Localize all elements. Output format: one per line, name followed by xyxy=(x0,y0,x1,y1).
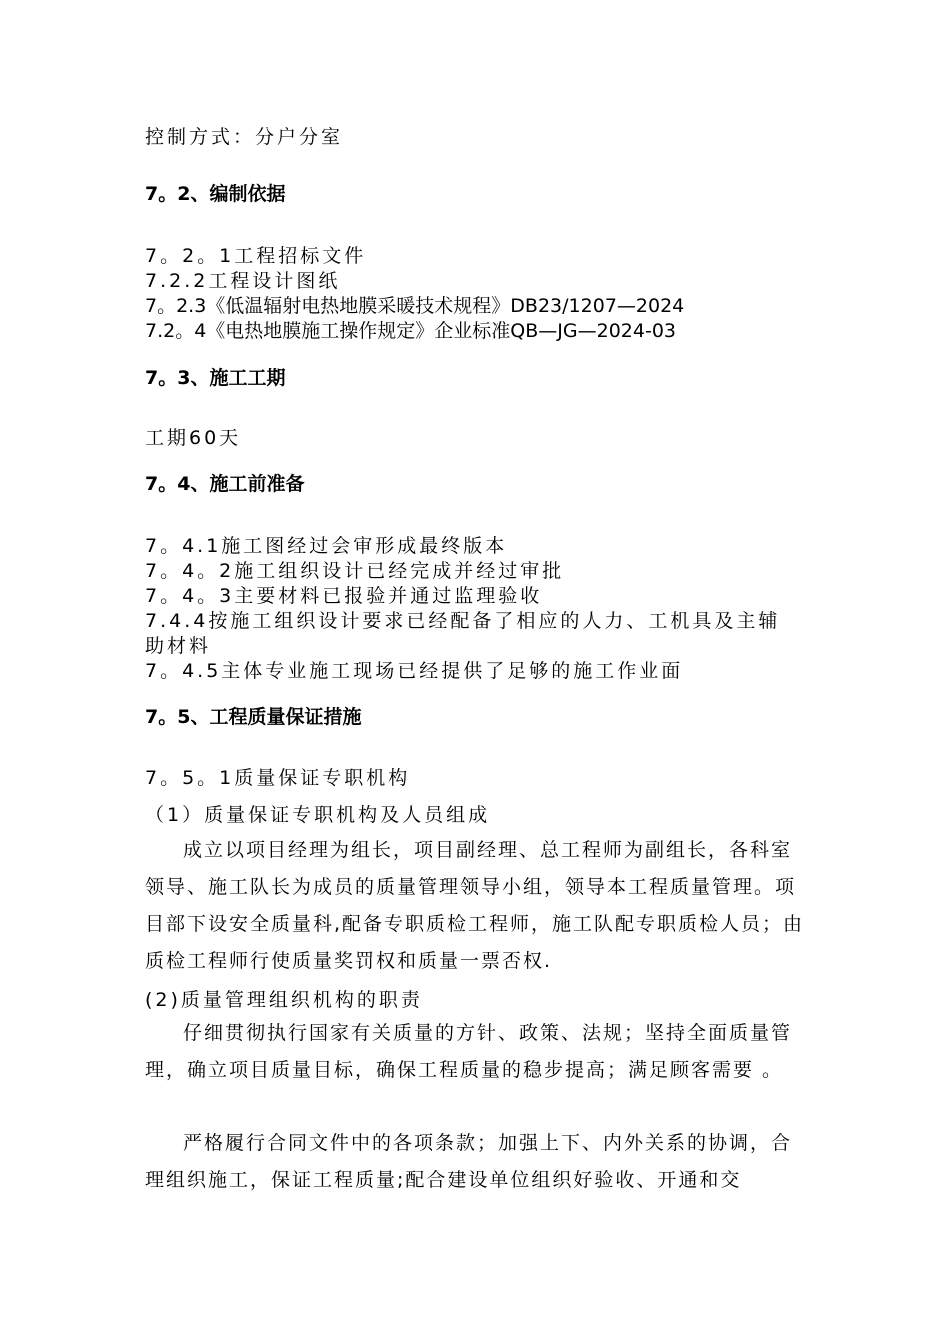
paragraph-text: 成立以项目经理为组长，项目副经理、总工程师为副组长，各科室领导、施工队长为成员的质量管理领导小组，领导本工程质量管理。项目部下设安全质量科,配备专职质检工程师，施工队配专职质检人员；由质检工程师行使质量奖罚权和质量一票否权. xyxy=(145,839,805,972)
section-heading-7-5: 7。5、工程质量保证措施 xyxy=(145,706,362,728)
subsection-title: 7。5。1质量保证专职机构 xyxy=(145,767,411,789)
list-item: 助材料 xyxy=(145,635,212,657)
paragraph xyxy=(145,832,810,980)
section-heading-7-4: 7。4、施工前准备 xyxy=(145,473,305,495)
control-mode-line: 控制方式：分户分室 xyxy=(145,126,344,148)
numbered-item: （1）质量保证专职机构及人员组成 xyxy=(145,804,491,826)
list-item: 7。4.5主体专业施工现场已经提供了足够的施工作业面 xyxy=(145,660,684,682)
list-item: 7.2。4《电热地膜施工操作规定》企业标准QB—JG—2024-03 xyxy=(145,320,677,342)
list-item: 7.2.2工程设计图纸 xyxy=(145,270,341,292)
list-item: 7。2.3《低温辐射电热地膜采暖技术规程》DB23/1207—2024 xyxy=(145,295,685,317)
paragraph xyxy=(145,1015,810,1089)
paragraph xyxy=(145,1125,810,1199)
list-item: 7。4。3主要材料已报验并通过监理验收 xyxy=(145,585,543,607)
list-item: 7.4.4按施工组织设计要求已经配备了相应的人力、工机具及主辅 xyxy=(145,610,781,632)
section-heading-7-3: 7。3、施工工期 xyxy=(145,367,286,389)
paragraph-text: 仔细贯彻执行国家有关质量的方针、政策、法规；坚持全面质量管理，确立项目质量目标，确保工程质量的稳步提高；满足顾客需要 。 xyxy=(145,1022,793,1081)
list-item: 7。2。1工程招标文件 xyxy=(145,245,367,267)
numbered-item: (2)质量管理组织机构的职责 xyxy=(145,989,423,1011)
list-item: 7。4.1施工图经过会审形成最终版本 xyxy=(145,535,508,557)
construction-period-text: 工期60天 xyxy=(145,427,242,449)
section-heading-7-2: 7。2、编制依据 xyxy=(145,183,286,205)
list-item: 7。4。2施工组织设计已经完成并经过审批 xyxy=(145,560,565,582)
paragraph-text: 严格履行合同文件中的各项条款；加强上下、内外关系的协调，合理组织施工，保证工程质量;配合建设单位组织好验收、开通和交 xyxy=(145,1132,793,1191)
